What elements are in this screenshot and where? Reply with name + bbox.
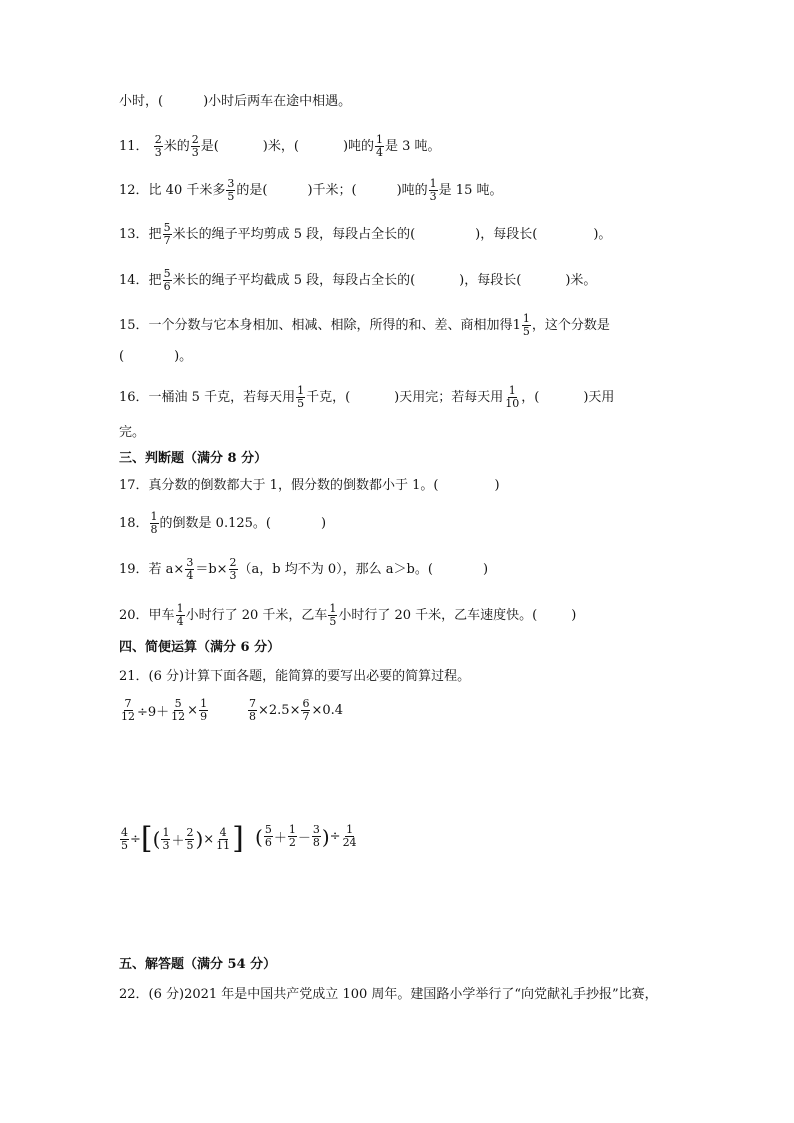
expression-4: ( $\frac{5}{6}$ ＋ $\frac{1}{2}$ － $\frac{3}{8}$ ) ÷ $\frac{1}{24}$	[255, 823, 357, 849]
fraction: $\frac{1}{5}$	[297, 384, 305, 410]
section-3-heading: 三、判断题（满分 8 分）	[119, 451, 268, 466]
fraction: $\frac{5}{7}$	[163, 221, 171, 247]
question-22: 22．(6 分)2021 年是中国共产党成立 100 周年。建国路小学举行了“向党献礼手抄报”比赛，	[119, 987, 658, 1002]
question-19: 19．若 a× $\frac{3}{4}$ ＝b× $\frac{2}{3}$ （a，b 均不为 0），那么 a＞b。( )	[119, 556, 489, 582]
fraction: $\frac{2}{3}$	[229, 556, 237, 582]
section-5-heading: 五、解答题（满分 54 分）	[119, 957, 277, 972]
fraction: $\frac{1}{8}$	[150, 510, 158, 536]
fraction: $\frac{2}{3}$	[191, 133, 199, 159]
mixed-number: 1 $\frac{1}{5}$	[512, 312, 530, 338]
fraction: $\frac{3}{4}$	[186, 556, 194, 582]
q10-tail: 小时，( )小时后两车在途中相遇。	[119, 94, 352, 109]
question-14: 14．把 $\frac{5}{6}$ 米长的绳子平均截成 5 段，每段占全长的( )，每段长( )米。	[119, 267, 597, 293]
question-13: 13．把 $\frac{5}{7}$ 米长的绳子平均剪成 5 段，每段占全长的( )，每段长( )。	[119, 221, 612, 247]
expression-3: $\frac{4}{5}$ ÷ [ ( $\frac{1}{3}$ ＋ $\frac{2}{5}$ ) × $\frac{4}{11}$ ]	[121, 821, 244, 856]
expression-1: $\frac{7}{12}$ ÷9＋ $\frac{5}{12}$ × $\frac{1}{9}$	[121, 697, 208, 723]
question-11: 11． $\frac{2}{3}$ 米的 $\frac{2}{3}$ 是( )米，( )吨的 $\frac{1}{4}$ 是 3 吨。	[119, 133, 441, 159]
question-17: 17．真分数的倒数都大于 1，假分数的倒数都小于 1。( )	[119, 478, 500, 493]
fraction: $\frac{1}{5}$	[329, 602, 337, 628]
fraction: $\frac{1}{3}$	[429, 177, 437, 203]
expression-2: $\frac{7}{8}$ ×2.5× $\frac{6}{7}$ ×0.4	[249, 697, 344, 723]
fraction: $\frac{1}{4}$	[376, 133, 384, 159]
fraction: $\frac{2}{3}$	[154, 133, 162, 159]
section-4-heading: 四、简便运算（满分 6 分）	[119, 640, 281, 655]
question-20: 20．甲车 $\frac{1}{4}$ 小时行了 20 千米，乙车 $\frac{1}{5}$ 小时行了 20 千米，乙车速度快。( )	[119, 602, 577, 628]
question-18: 18． $\frac{1}{8}$ 的倒数是 0.125。( )	[119, 510, 327, 536]
fraction: $\frac{5}{6}$	[163, 267, 171, 293]
question-21: 21．(6 分)计算下面各题，能简算的要写出必要的简算过程。	[119, 669, 471, 684]
fraction: $\frac{3}{5}$	[227, 177, 235, 203]
question-16: 16．一桶油 5 千克，若每天用 $\frac{1}{5}$ 千克，( )天用完；若每天用 $\frac{1}{10}$ ，( )天用	[119, 384, 615, 410]
question-15: 15．一个分数与它本身相加、相减、相除，所得的和、差、商相加得 1 $\frac{1}{5}$ ，这个分数是	[119, 312, 610, 338]
fraction: $\frac{1}{10}$	[505, 384, 520, 410]
question-15-answer-line: ( )。	[119, 349, 193, 364]
question-12: 12．比 40 千米多 $\frac{3}{5}$ 的是( )千米；( )吨的 $\frac{1}{3}$ 是 15 吨。	[119, 177, 503, 203]
question-16-cont: 完。	[119, 425, 146, 440]
fraction: $\frac{1}{4}$	[176, 602, 184, 628]
